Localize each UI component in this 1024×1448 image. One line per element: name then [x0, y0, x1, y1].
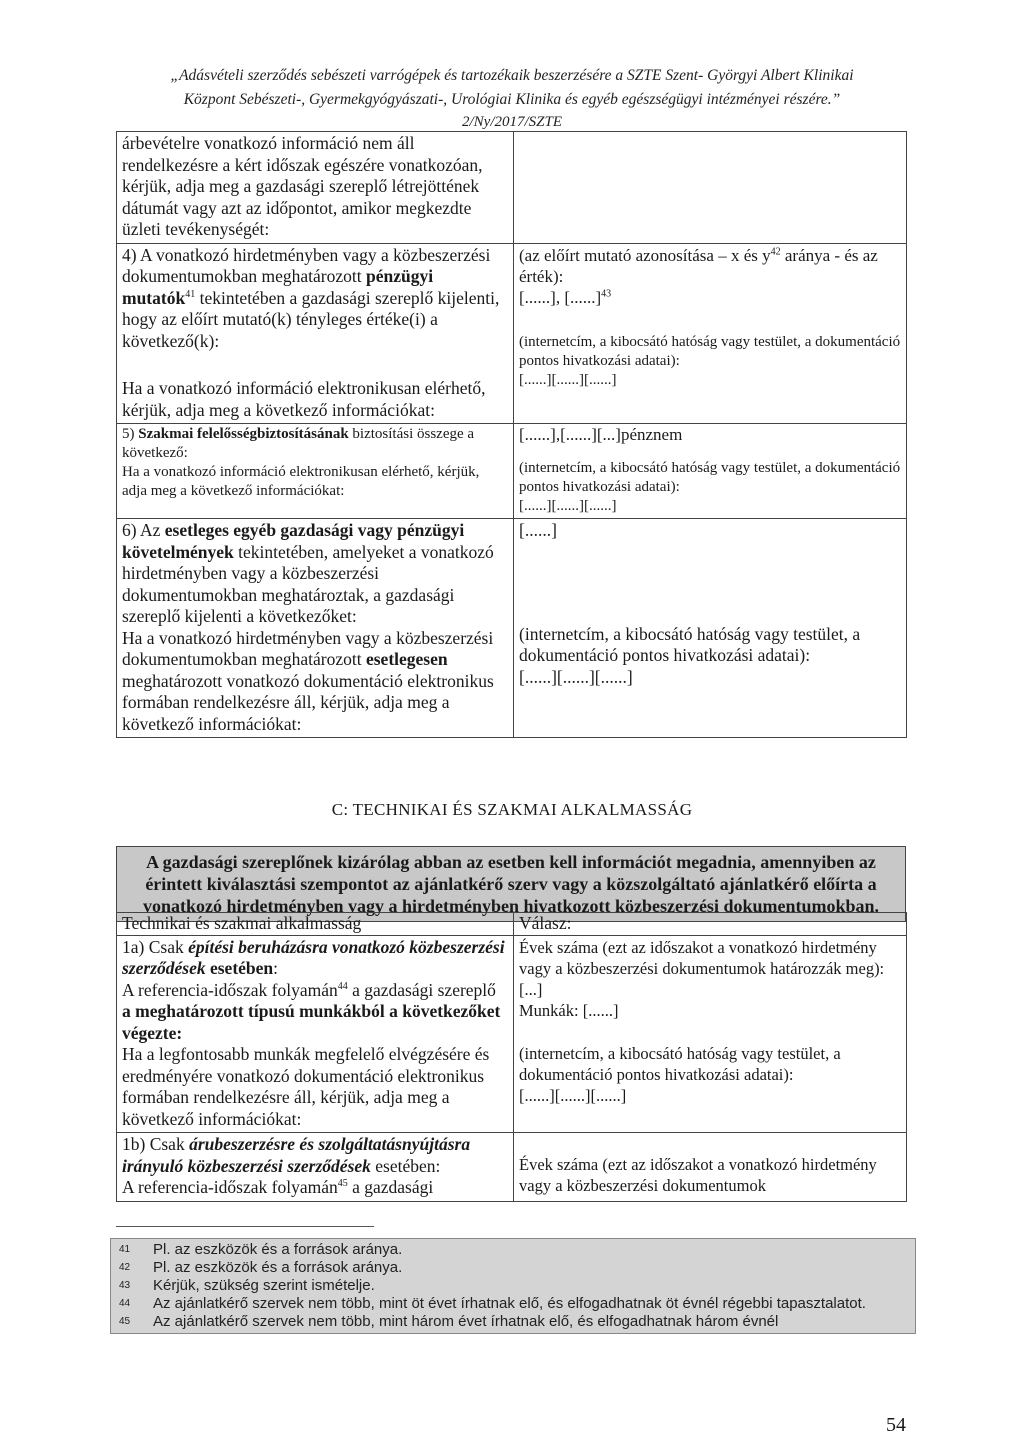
ratio-value-placeholder[interactable]: [......], [......]: [519, 287, 602, 307]
works-bold-italic: építési beruházásra vonatkozó közbeszerzési szerződések: [122, 936, 505, 978]
answer-cell[interactable]: [514, 243, 907, 424]
table-cell: [117, 519, 514, 738]
reference-data-label: (internetcím, a kibocsátó hatóság vagy testület, a dokumentáció pontos hivatkozási adatai):: [519, 623, 861, 665]
reference-period-text-mid: a gazdasági szereplő: [347, 979, 496, 1000]
reference-data-label: (internetcím, a kibocsátó hatóság vagy testület, a dokumentáció pontos hivatkozási adatai):: [519, 333, 901, 369]
footnote: [119, 1259, 907, 1277]
insurance-bold: Szakmai felelősségbiztosításának: [138, 426, 349, 442]
electronic-info-bold: esetlegesen: [365, 649, 448, 669]
financial-ratio-bold: pénzügyi mutatók: [122, 266, 434, 308]
answer-cell[interactable]: [514, 132, 907, 244]
table-row: [117, 243, 907, 424]
financial-ratio-text: 4) A vonatkozó hirdetményben vagy a közbeszerzési dokumentumokban meghatározott: [122, 244, 491, 286]
table-cell: [117, 1133, 514, 1202]
table-row: [117, 935, 907, 1133]
insurance-text: 5): [122, 426, 139, 442]
insurance-amount-placeholder[interactable]: [......],[......][...]pénznem: [519, 425, 683, 444]
footnote-separator: [116, 1226, 374, 1227]
document-reference: 2/Ny/2017/SZTE: [461, 114, 562, 130]
page-number: 54: [886, 1414, 906, 1436]
table-row: [117, 519, 907, 738]
electronic-info-text: Ha a vonatkozó információ elektronikusan elérhető, kérjük, adja meg a következő információkat:: [122, 464, 480, 499]
footnotes-box: [110, 1238, 916, 1334]
footnote-number: 44: [119, 1298, 131, 1309]
footnote-number: 41: [119, 1244, 131, 1255]
table-cell: [117, 243, 514, 424]
footnote-text: Pl. az eszközök és a források aránya.: [153, 1259, 403, 1276]
other-requirements-bold: esetleges egyéb gazdasági vagy pénzügyi követelmények: [122, 520, 465, 562]
table-row: [117, 424, 907, 519]
works-punct: :: [273, 958, 279, 978]
reference-data-placeholder[interactable]: [......][......][......]: [519, 498, 617, 514]
turnover-note-text: árbevételre vonatkozó információ nem áll rendelkezésre a kért időszak egészére vonatkozóan, kérjük, adja meg a gazdasági szereplő létrejöttének dátumát vagy azt az időpontot, amikor megkezdte üzleti tevékenységét:: [122, 133, 483, 239]
footnote-ref: 44: [337, 980, 348, 992]
footnote-number: 45: [119, 1316, 131, 1327]
ratio-identification-text: (az előírt mutató azonosítása – x és y: [519, 245, 771, 265]
answer-cell[interactable]: [514, 519, 907, 738]
insurance-text-end: biztosítási összege a következő:: [122, 426, 475, 461]
answer-cell[interactable]: [514, 424, 907, 519]
other-requirements-text-end: tekintetében, amelyeket a vonatkozó hirdetményben vagy a közbeszerzési dokumentumokban meghatároztak, a gazdasági szereplő kijelenti a következőket:: [122, 541, 494, 626]
other-requirements-text: 6) Az: [122, 520, 165, 540]
notice-box: A gazdasági szereplőnek kizárólag abban az esetben kell információt megadnia, amennyiben az érintett kiválasztási szempontot az ajánlatkérő szerv vagy a közszolgáltató ajánlatkérő előírta a vonatkozó hirdetményben vagy a hirdetményben hivatkozott közbeszerzési dokumentumokban.: [116, 846, 906, 922]
ratio-identification-text-end: aránya - és az érték):: [519, 245, 878, 286]
footnote: [119, 1313, 907, 1331]
technical-criteria-table: [116, 912, 907, 1202]
reference-data-placeholder[interactable]: [......][......][......]: [519, 371, 617, 388]
reference-period-text: A referencia-időszak folyamán: [122, 1177, 338, 1197]
reference-data-label: (internetcím, a kibocsátó hatóság vagy testület, a dokumentáció pontos hivatkozási adatai):: [519, 1043, 841, 1084]
footnote: [119, 1241, 907, 1259]
reference-period-text: A referencia-időszak folyamán: [122, 979, 338, 1000]
footnote-ref: 41: [185, 288, 196, 300]
footnote-text: Az ajánlatkérő szervek nem több, mint három évet írhatnak elő, és elfogadhatnak három évnél: [153, 1313, 779, 1330]
footnote-text: Az ajánlatkérő szervek nem több, mint öt évet írhatnak elő, és elfogadhatnak öt évnél régebbi tapasztalatot.: [153, 1295, 866, 1312]
reference-data-placeholder[interactable]: [......][......][......]: [519, 1085, 627, 1105]
supplies-text: 1b) Csak: [122, 1134, 190, 1154]
footnote-ref: 43: [601, 287, 612, 299]
electronic-info-text-end: meghatározott vonatkozó dokumentáció elektronikus formában rendelkezésre áll, kérjük, adja meg a következő információkat:: [122, 670, 494, 734]
section-heading: C: TECHNIKAI ÉS SZAKMAI ALKALMASSÁG: [331, 800, 693, 819]
electronic-info-text: Ha a vonatkozó információ elektronikusan elérhető, kérjük, adja meg a következő információkat:: [122, 378, 486, 420]
reference-data-label: (internetcím, a kibocsátó hatóság vagy testület, a dokumentáció pontos hivatkozási adatai):: [519, 460, 901, 495]
table-header-row: [117, 913, 907, 936]
footnote-ref: 45: [337, 1178, 348, 1190]
table-cell: [117, 132, 514, 244]
works-text: 1a) Csak: [122, 936, 189, 957]
answer-cell[interactable]: [514, 1133, 907, 1202]
electronic-info-text: Ha a vonatkozó hirdetményben vagy a közbeszerzési dokumentumokban meghatározott: [122, 627, 494, 669]
years-count-text[interactable]: Évek száma (ezt az időszakot a vonatkozó hirdetmény vagy a közbeszerzési dokumentumok: [519, 1155, 877, 1195]
table-cell: [117, 424, 514, 519]
table-cell: [117, 935, 514, 1133]
works-bold: esetében: [205, 958, 274, 978]
reference-period-text-end: a gazdasági: [347, 1177, 434, 1197]
supplies-bold-italic: árubeszerzésre és szolgáltatásnyújtásra irányuló közbeszerzési szerződések: [122, 1134, 471, 1176]
years-count-text[interactable]: Évek száma (ezt az időszakot a vonatkozó hirdetmény vagy a közbeszerzési dokumentumok határozzák meg): [...]: [519, 937, 885, 999]
electronic-info-text: Ha a legfontosabb munkák megfelelő elvégzésére és eredményére vonatkozó dokumentáció elektronikus formában rendelkezésre áll, kérjük, adja meg a következő információkat:: [122, 1044, 490, 1129]
works-placeholder[interactable]: Munkák: [......]: [519, 1000, 619, 1020]
footnote-number: 42: [119, 1262, 131, 1273]
header-title-line-1: „Adásvételi szerződés sebészeti varrógépek és tartozékaik beszerzésére a SZTE Szent- Györgyi Albert Klinikai: [170, 67, 854, 84]
footnote: [119, 1295, 907, 1313]
reference-period-bold: a meghatározott típusú munkákból a következőket végezte:: [122, 1001, 501, 1043]
answer-cell[interactable]: [514, 935, 907, 1133]
footnote-text: Pl. az eszközök és a források aránya.: [153, 1241, 403, 1258]
table-row: [117, 132, 907, 244]
requirement-placeholder[interactable]: [......]: [519, 520, 557, 540]
reference-data-placeholder[interactable]: [......][......][......]: [519, 666, 633, 687]
header-title-line-2: Központ Sebészeti-, Gyermekgyógyászati-, Urológiai Klinika és egyéb egészségügyi intézményei részére.”: [183, 91, 841, 108]
column-header: Válasz:: [514, 913, 907, 936]
footnote: [119, 1277, 907, 1295]
footnote-text: Kérjük, szükség szerint ismételje.: [153, 1277, 375, 1294]
footnote-number: 43: [119, 1280, 131, 1291]
footnote-ref: 42: [770, 245, 781, 257]
table-row: [117, 1133, 907, 1202]
financial-criteria-table: [116, 131, 907, 738]
supplies-text-end: esetében:: [370, 1155, 441, 1176]
column-header: Technikai és szakmai alkalmasság: [117, 913, 514, 936]
financial-ratio-text-end: tekintetében a gazdasági szereplő kijelenti, hogy az előírt mutató(k) tényleges értéke(i) a következő(k):: [122, 287, 500, 351]
